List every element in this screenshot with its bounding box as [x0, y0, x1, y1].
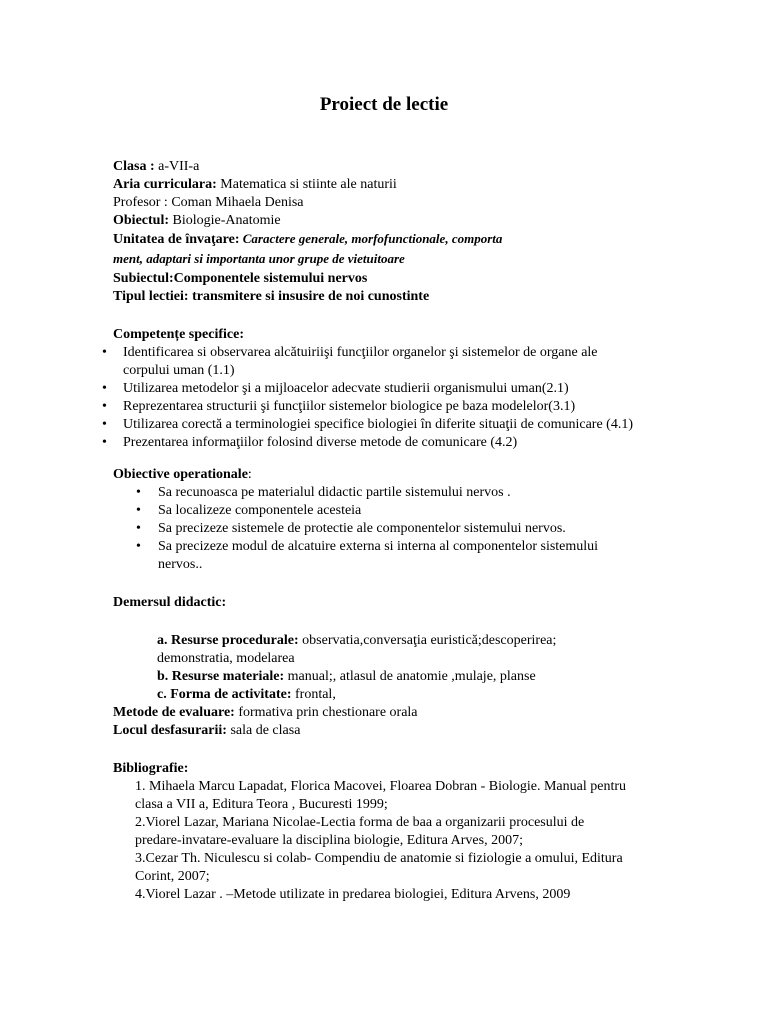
list-item — [136, 484, 633, 502]
bullet-icon: • — [136, 539, 141, 554]
competenta-text: Identificarea si observarea alcătuiriişi funcţiilor organelor şi sistemelor de organe ale corpului uman (1.1) — [123, 345, 598, 378]
obiectul-label: Obiectul: — [113, 213, 169, 228]
metode-evaluare-label: Metode de evaluare: — [113, 705, 235, 720]
tipul-row: Tipul lectiei: transmitere si insusire de noi cunostinte — [113, 289, 430, 304]
unitatea-label: Unitatea de învaţare: — [113, 232, 240, 247]
list-item — [136, 502, 633, 520]
competente-list — [102, 344, 634, 452]
resurse-materiale-row — [157, 668, 633, 686]
competenta-text: Utilizarea metodelor şi a mijloacelor adecvate studierii organismului uman(2.1) — [123, 381, 569, 396]
bullet-icon: • — [102, 381, 107, 396]
obiectul-value: Biologie-Anatomie — [169, 213, 281, 228]
list-item — [102, 398, 633, 416]
bullet-icon: • — [102, 399, 107, 414]
aria-row — [113, 176, 633, 194]
demersul-heading: Demersul didactic: — [113, 595, 227, 610]
forma-activitate-row — [157, 686, 633, 704]
bibliografie-item: 4.Viorel Lazar . –Metode utilizate in predarea biologiei, Editura Arvens, 2009 — [135, 887, 571, 902]
unitatea-row — [113, 230, 633, 249]
aria-label: Aria curriculara: — [113, 177, 217, 192]
bullet-icon: • — [136, 503, 141, 518]
list-item — [102, 344, 633, 380]
list-item — [136, 538, 633, 574]
competenta-text: Utilizarea corectă a terminologiei specifice biologiei în diferite situaţii de comunicare (4.1) — [123, 417, 634, 432]
competenta-text: Prezentarea informaţiilor folosind diverse metode de comunicare (4.2) — [123, 435, 518, 450]
list-item — [102, 434, 633, 452]
obiectiv-text: Sa precizeze modul de alcatuire externa si interna al componentelor sistemului nervos.. — [158, 539, 599, 572]
competenta-text: Reprezentarea structurii şi funcţiilor sistemelor biologice pe baza modelelor(3.1) — [123, 399, 576, 414]
obiective-colon: : — [247, 467, 252, 482]
locul-row — [113, 722, 633, 740]
locul-value: sala de clasa — [226, 723, 301, 738]
forma-activitate-label: c. Forma de activitate: — [157, 687, 292, 702]
unitatea-value-2: ment, adaptari si importanta unor grupe de vietuitoare — [113, 251, 405, 266]
bibliografie-item: 3.Cezar Th. Niculescu si colab- Compendiu de anatomie si fiziologie a omului, Editura Corint, 2007; — [135, 851, 623, 884]
bullet-icon: • — [102, 435, 107, 450]
profesor-row: Profesor : Coman Mihaela Denisa — [113, 195, 304, 210]
list-item — [102, 416, 634, 434]
list-item — [102, 380, 633, 398]
bullet-icon: • — [136, 485, 141, 500]
bibliografie-item: 1. Mihaela Marcu Lapadat, Florica Macovei, Floarea Dobran - Biologie. Manual pentru clasa a VII a, Editura Teora , Bucuresti 1999; — [135, 779, 627, 812]
bullet-icon: • — [102, 417, 107, 432]
subiectul-row: Subiectul:Componentele sistemului nervos — [113, 271, 368, 286]
forma-activitate-value: frontal, — [291, 687, 336, 702]
clasa-row — [113, 158, 633, 176]
resurse-procedurale-label: a. Resurse procedurale: — [157, 633, 299, 648]
bibliografie-heading: Bibliografie: — [113, 761, 189, 776]
resurse-materiale-label: b. Resurse materiale: — [157, 669, 285, 684]
resurse-procedurale-row — [157, 632, 633, 668]
competente-heading: Competențe specifice: — [113, 327, 245, 342]
obiectiv-text: Sa precizeze sistemele de protectie ale componentelor sistemului nervos. — [158, 521, 566, 536]
obiective-heading-row — [113, 466, 633, 484]
bibliografie-item: 2.Viorel Lazar, Mariana Nicolae-Lectia forma de baa a organizarii procesului de predare-invatare-evaluare la disciplina biologie, Editura Arves, 2007; — [135, 815, 585, 848]
obiectiv-text: Sa localizeze componentele acesteia — [158, 503, 362, 518]
page-title: Proiect de lectie — [319, 94, 449, 115]
obiective-list — [113, 484, 633, 574]
bullet-icon: • — [102, 345, 107, 360]
clasa-label: Clasa : — [113, 159, 155, 174]
aria-value: Matematica si stiinte ale naturii — [216, 177, 397, 192]
locul-label: Locul desfasurarii: — [113, 723, 227, 738]
bullet-icon: • — [136, 521, 141, 536]
clasa-value: a-VII-a — [154, 159, 200, 174]
obiectul-row — [113, 212, 633, 230]
list-item — [136, 520, 633, 538]
metode-evaluare-value: formativa prin chestionare orala — [234, 705, 418, 720]
metode-evaluare-row — [113, 704, 633, 722]
resurse-procedurale-value: observatia,conversaţia euristică;descoperirea; demonstratia, modelarea — [157, 633, 557, 666]
resurse-materiale-value: manual;, atlasul de anatomie ,mulaje, planse — [284, 669, 536, 684]
obiectiv-text: Sa recunoasca pe materialul didactic partile sistemului nervos . — [158, 485, 511, 500]
unitatea-value-1: Caractere generale, morfofunctionale, comporta — [239, 231, 503, 246]
obiective-heading: Obiective operationale — [113, 467, 248, 482]
document-body — [102, 158, 634, 904]
